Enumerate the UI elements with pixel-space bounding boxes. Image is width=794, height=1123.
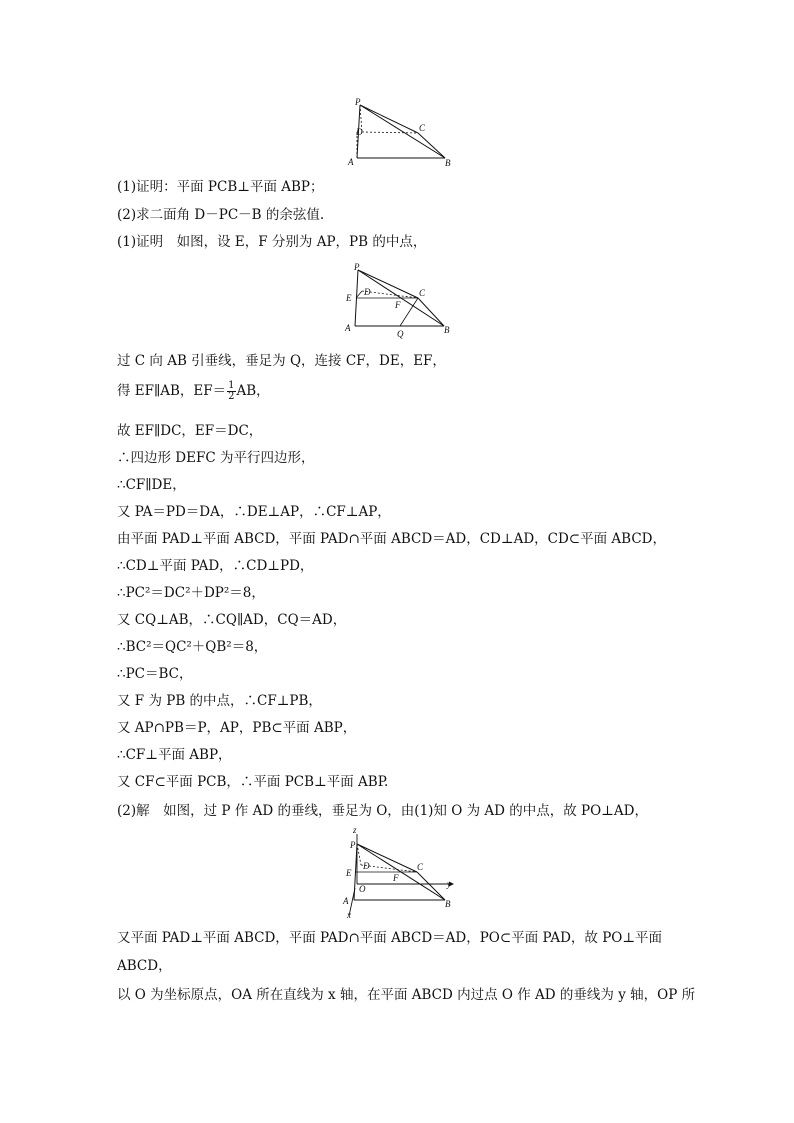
proof-line-15: ∴PC＝BC， bbox=[117, 666, 193, 682]
proof-line-13: 又 CQ⊥AB，∴CQ∥AD，CQ＝AD， bbox=[117, 612, 347, 628]
proof-line-18: ∴CF⊥平面 ABP， bbox=[117, 747, 232, 763]
solution-line-2: 又平面 PAD⊥平面 ABCD，平面 PAD∩平面 ABCD＝AD，PO⊂平面 PAD，故 PO⊥平面 bbox=[117, 930, 663, 946]
label-E: E bbox=[346, 293, 352, 303]
label-E: E bbox=[346, 868, 352, 878]
proof-line-17: 又 AP∩PB＝P，AP，PB⊂平面 ABP， bbox=[117, 720, 357, 736]
proof-line-11: ∴CD⊥平面 PAD，∴CD⊥PD， bbox=[117, 558, 314, 574]
label-C: C bbox=[419, 123, 426, 133]
label-B: B bbox=[444, 325, 450, 335]
solution-intro: (2)解 如图，过 P 作 AD 的垂线，垂足为 O，由(1)知 O 为 AD 的中点，故 PO⊥AD， bbox=[117, 803, 648, 819]
proof-line-5 bbox=[117, 381, 270, 402]
proof-line-8: ∴CF∥DE， bbox=[117, 477, 186, 493]
label-Q: Q bbox=[397, 329, 404, 339]
pyramid-figure-2 bbox=[340, 261, 460, 345]
proof-line-10: 由平面 PAD⊥平面 ABCD，平面 PAD∩平面 ABCD＝AD，CD⊥AD，CD⊂平面 ABCD， bbox=[117, 531, 666, 547]
label-P: P bbox=[355, 97, 361, 107]
proof-line-7: ∴四边形 DEFC 为平行四边形， bbox=[117, 450, 315, 466]
axis-label-x: x bbox=[347, 910, 351, 920]
label-B: B bbox=[445, 899, 451, 909]
solution-line-4: 以 O 为坐标原点，OA 所在直线为 x 轴，在平面 ABCD 内过点 O 作 AD 的垂线为 y 轴，OP 所 bbox=[117, 987, 696, 1003]
label-B: B bbox=[445, 158, 451, 168]
question-2: (2)求二面角 D－PC－B 的余弦值. bbox=[117, 207, 325, 223]
proof-line-14: ∴BC²＝QC²＋QB²＝8， bbox=[117, 639, 268, 655]
label-F: F bbox=[395, 300, 401, 310]
pyramid-figure-1 bbox=[340, 96, 460, 175]
label-C: C bbox=[419, 288, 426, 298]
label-A: A bbox=[345, 323, 351, 333]
solution-line-3: ABCD， bbox=[117, 958, 172, 974]
proof-line-5-post: AB， bbox=[236, 383, 270, 399]
label-F: F bbox=[393, 873, 399, 883]
axis-label-z: z bbox=[353, 825, 357, 835]
label-D: D bbox=[356, 127, 363, 137]
proof-line-5-pre: 得 EF∥AB，EF＝ bbox=[117, 383, 227, 399]
question-1: (1)证明：平面 PCB⊥平面 ABP； bbox=[117, 179, 324, 195]
proof-line-19: 又 CF⊂平面 PCB，∴平面 PCB⊥平面 ABP. bbox=[117, 774, 389, 790]
label-A: A bbox=[348, 157, 354, 167]
proof-line-4: 过 C 向 AB 引垂线，垂足为 Q，连接 CF，DE，EF， bbox=[117, 353, 446, 369]
label-D: D bbox=[364, 287, 371, 297]
label-P: P bbox=[354, 262, 360, 272]
proof-line-16: 又 F 为 PB 的中点，∴CF⊥PB， bbox=[117, 693, 322, 709]
proof-intro: (1)证明 如图，设 E，F 分别为 AP，PB 的中点， bbox=[117, 234, 427, 250]
proof-line-9: 又 PA＝PD＝DA，∴DE⊥AP，∴CF⊥AP， bbox=[117, 504, 391, 520]
proof-line-6: 故 EF∥DC，EF＝DC， bbox=[117, 423, 263, 439]
fraction-one-half: $\frac{1}{2}$ bbox=[228, 380, 235, 402]
label-D: D bbox=[363, 861, 370, 871]
pyramid-figure-3-coordinates bbox=[337, 826, 467, 926]
label-C: C bbox=[417, 862, 424, 872]
label-A: A bbox=[343, 896, 349, 906]
label-P: P bbox=[350, 840, 356, 850]
proof-line-12: ∴PC²＝DC²＋DP²＝8， bbox=[117, 585, 265, 601]
label-O: O bbox=[359, 884, 366, 894]
axis-label-y: y bbox=[447, 879, 451, 889]
